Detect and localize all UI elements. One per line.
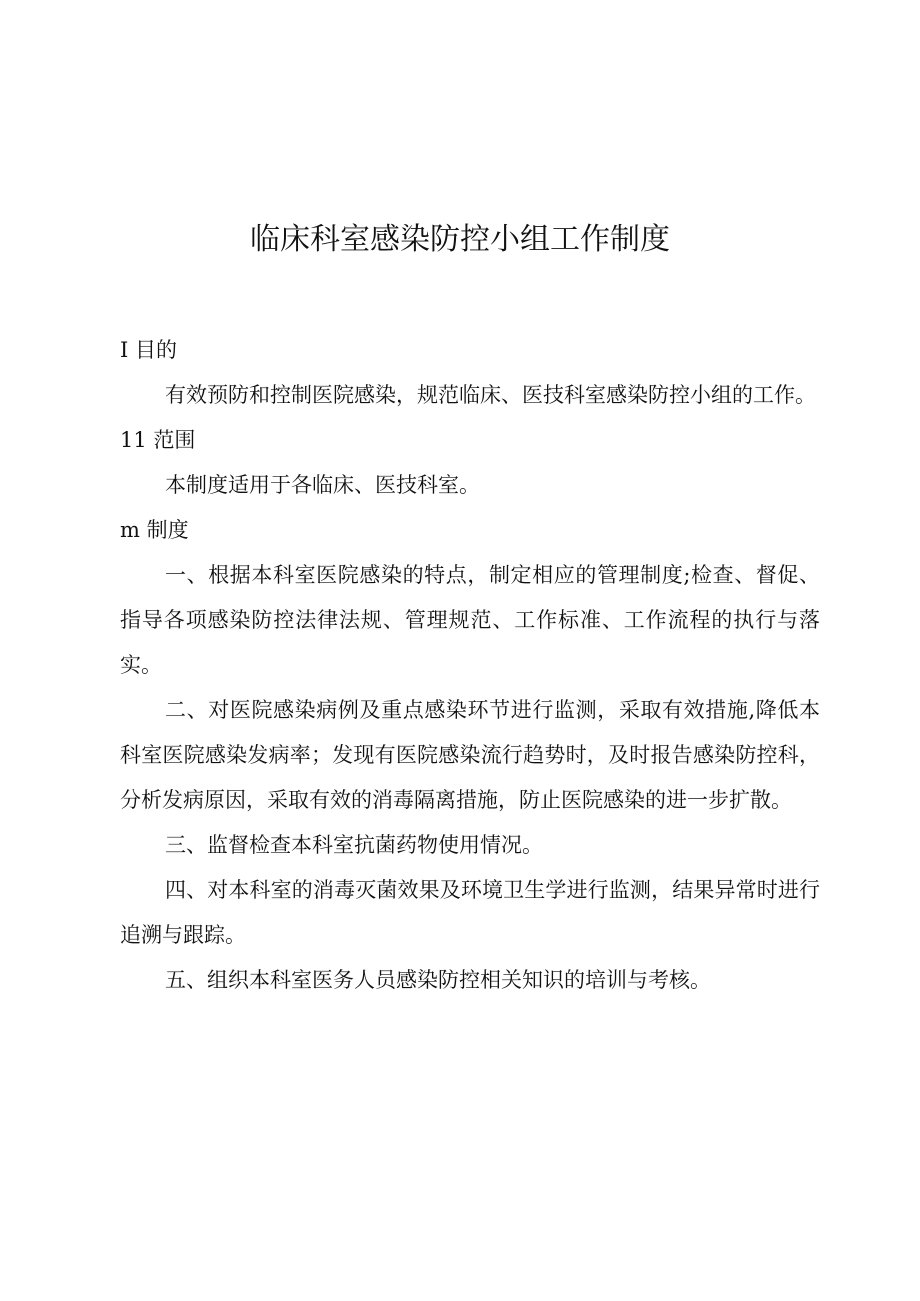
document-body [120, 328, 820, 1003]
paragraph: 四、对本科室的消毒灭菌效果及环境卫生学进行监测，结果异常时进行追溯与跟踪。 [120, 878, 820, 947]
section-heading: 11 范围 [120, 428, 196, 452]
section-rules [120, 508, 820, 1003]
paragraph: 一、根据本科室医院感染的特点，制定相应的管理制度;检查、督促、指导各项感染防控法律法规、管理规范、工作标准、工作流程的执行与落实。 [120, 563, 820, 677]
paragraph: 有效预防和控制医院感染，规范临床、医技科室感染防控小组的工作。 [165, 383, 816, 407]
paragraph: 五、组织本科室医务人员感染防控相关知识的培训与考核。 [165, 968, 711, 992]
section-purpose [120, 328, 820, 418]
section-scope [120, 418, 820, 508]
paragraph: 本制度适用于各临床、医技科室。 [165, 473, 480, 497]
paragraph: 三、监督检查本科室抗菌药物使用情况。 [165, 833, 543, 857]
section-heading: m 制度 [120, 518, 189, 542]
section-heading: I 目的 [120, 338, 177, 362]
paragraph: 二、对医院感染病例及重点感染环节进行监测，采取有效措施,降低本科室医院感染发病率；发现有医院感染流行趋势时，及时报告感染防控科，分析发病原因，采取有效的消毒隔离措施，防止医院感染的进一步扩散。 [120, 698, 820, 812]
document-title: 临床科室感染防控小组工作制度 [250, 222, 670, 257]
